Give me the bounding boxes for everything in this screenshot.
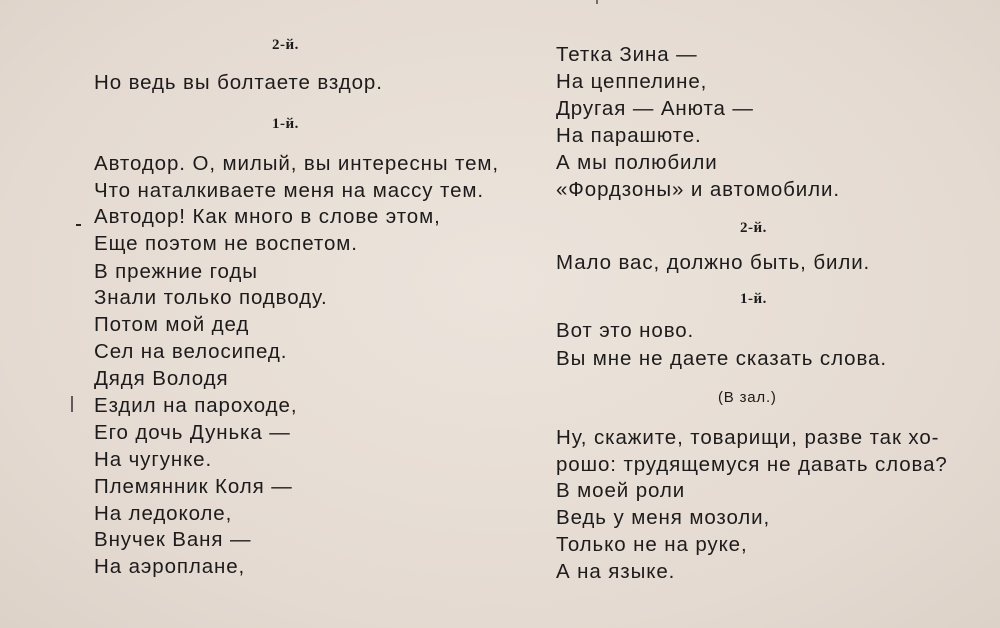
verse-line: рошо: трудящемуся не давать слова? — [556, 453, 948, 476]
verse-line: Сел на велосипед. — [94, 340, 288, 363]
stage-direction: (В зал.) — [718, 389, 777, 406]
verse-line: Внучек Ваня — — [94, 528, 252, 551]
verse-line: Ну, скажите, товарищи, разве так хо- — [556, 426, 940, 449]
verse-line: Тетка Зина — — [556, 43, 698, 66]
verse-line: Племянник Коля — — [94, 475, 293, 498]
verse-line: Но ведь вы болтаете вздор. — [94, 71, 383, 94]
verse-line: Вы мне не даете сказать слова. — [556, 347, 887, 370]
verse-line: «Фордзоны» и автомобили. — [556, 178, 840, 201]
verse-line: Вот это ново. — [556, 319, 695, 342]
verse-line: Автодор! Как много в слове этом, — [94, 205, 441, 228]
top-mark — [596, 0, 598, 4]
verse-line: На аэроплане, — [94, 555, 246, 578]
speaker-label: 1-й. — [740, 291, 767, 307]
verse-line: Дядя Володя — [94, 367, 229, 390]
speaker-label: 1-й. — [272, 116, 299, 132]
verse-line: На ледоколе, — [94, 502, 233, 525]
verse-line: Автодор. О, милый, вы интересны тем, — [94, 152, 500, 175]
verse-line: На чугунке. — [94, 448, 213, 471]
speaker-label: 2-й. — [272, 37, 299, 53]
verse-line: Знали только подводу. — [94, 286, 328, 309]
verse-line: Только не на руке, — [556, 533, 748, 556]
verse-line: На цеппелине, — [556, 70, 708, 93]
verse-line: Потом мой дед — [94, 313, 250, 336]
margin-mark — [76, 224, 81, 226]
verse-line: На парашюте. — [556, 124, 702, 147]
speaker-label: 2-й. — [740, 220, 767, 236]
verse-line: В моей роли — [556, 479, 686, 502]
verse-line: Мало вас, должно быть, били. — [556, 251, 871, 274]
verse-line: В прежние годы — [94, 260, 258, 283]
margin-mark — [71, 396, 73, 412]
verse-line: А на языке. — [556, 560, 676, 583]
verse-line: Ездил на пароходе, — [94, 394, 298, 417]
verse-line: А мы полюбили — [556, 151, 718, 174]
verse-line: Другая — Анюта — — [556, 97, 754, 120]
verse-line: Что наталкиваете меня на массу тем. — [94, 179, 484, 202]
verse-line: Ведь у меня мозоли, — [556, 506, 771, 529]
verse-line: Его дочь Дунька — — [94, 421, 291, 444]
verse-line: Еще поэтом не воспетом. — [94, 232, 358, 255]
